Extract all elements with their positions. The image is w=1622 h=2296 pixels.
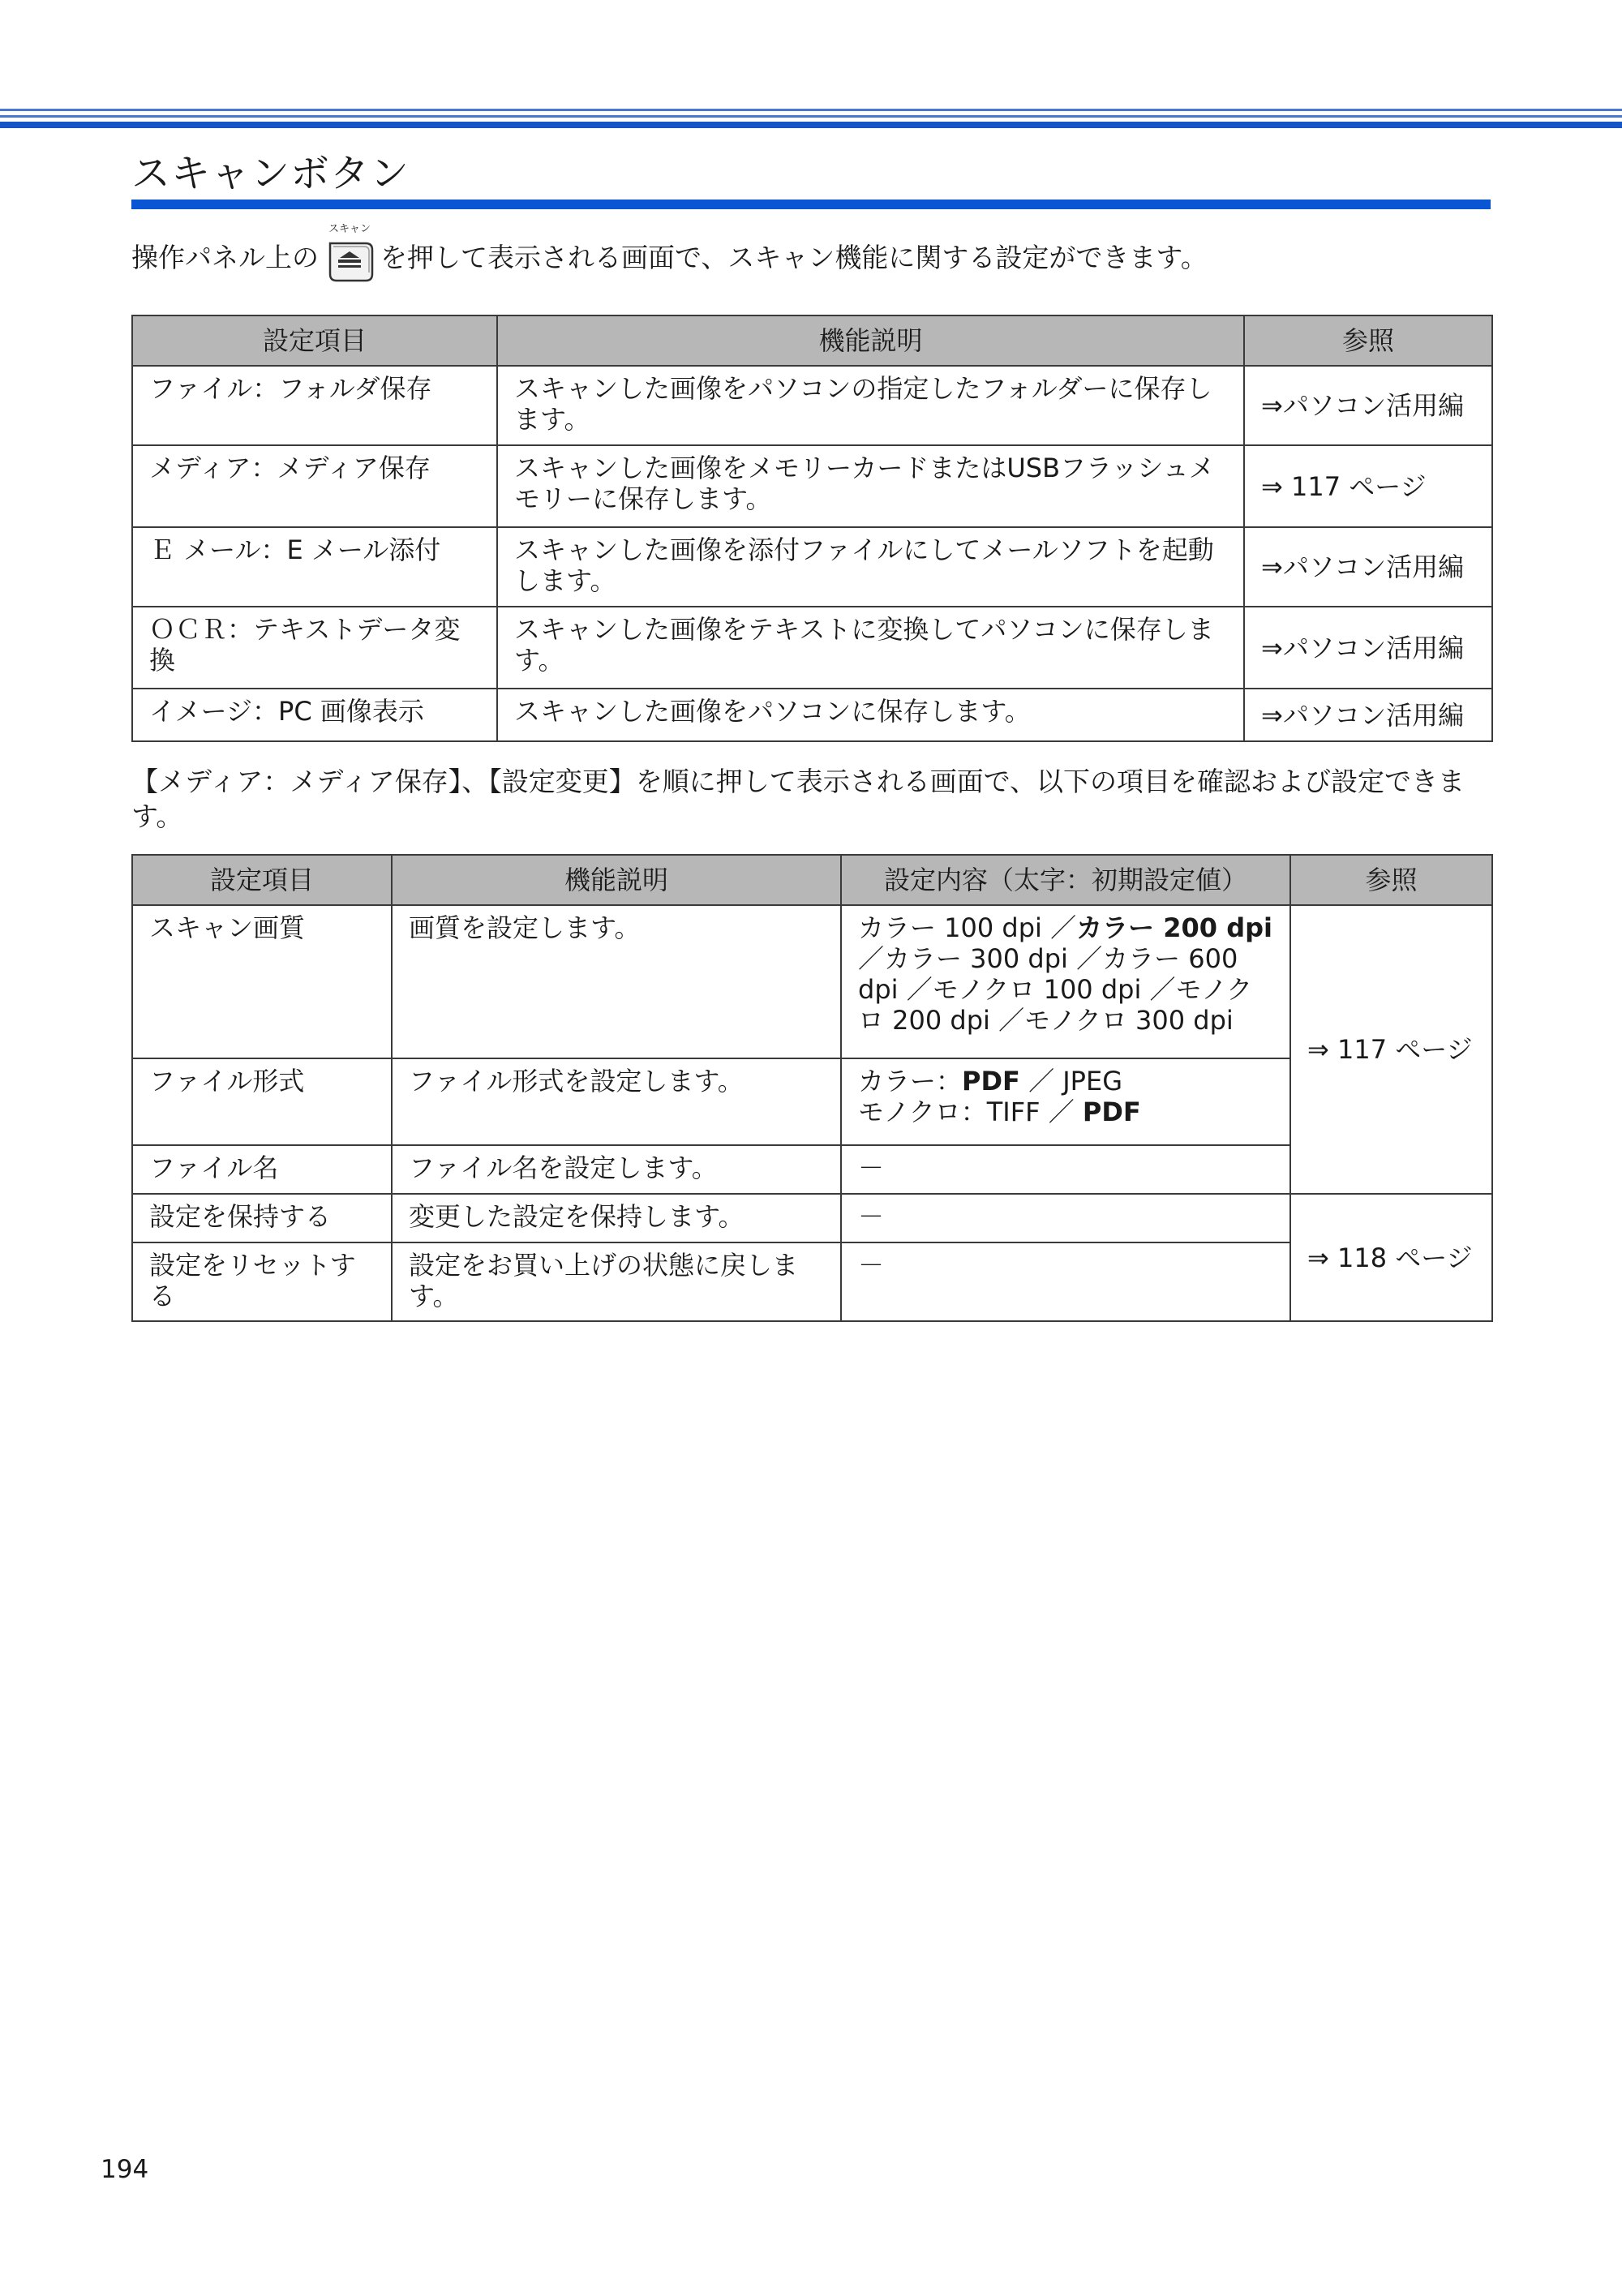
reference: ⇒ 117 ページ <box>1244 445 1492 527</box>
function-description: 画質を設定します。 <box>392 905 841 1058</box>
column-header: 設定項目 <box>132 315 497 366</box>
setting-item: ファイル形式 <box>132 1058 392 1145</box>
value-option: ／ JPEG <box>1019 1066 1122 1097</box>
value-option: ／カラー 300 dpi ／カラー 600 dpi ／モノクロ 100 dpi ／モノクロ 200 dpi ／モノクロ 300 dpi <box>858 943 1253 1036</box>
media-save-settings-table <box>131 854 1493 1322</box>
header-rule-thick <box>0 122 1622 128</box>
column-header: 参照 <box>1244 315 1492 366</box>
table-row <box>132 1194 1492 1242</box>
column-header: 設定項目 <box>132 855 392 905</box>
media-settings-paragraph: 【メディア：メディア保存】、【設定変更】を順に押して表示される画面で、以下の項目を確認および設定できます。 <box>131 766 1465 832</box>
intro-text <box>131 223 1208 284</box>
function-description: スキャンした画像をパソコンに保存します。 <box>497 689 1244 741</box>
setting-item: 設定をリセットする <box>132 1242 392 1321</box>
column-header: 参照 <box>1290 855 1492 905</box>
scan-key-icon <box>322 223 377 284</box>
table-row <box>132 905 1492 1058</box>
value-option: モノクロ：TIFF ／ <box>858 1097 1083 1127</box>
function-description: ファイル形式を設定します。 <box>392 1058 841 1145</box>
header-rule-thin-2 <box>0 115 1622 118</box>
page-number: 194 <box>101 2155 149 2184</box>
function-description: ファイル名を設定します。 <box>392 1145 841 1194</box>
reference: ⇒パソコン活用編 <box>1244 366 1492 445</box>
value-line <box>858 1097 1273 1127</box>
intro-text-after: を押して表示される画面で、スキャン機能に関する設定ができます。 <box>380 241 1208 273</box>
page-title: スキャンボタン <box>131 151 410 196</box>
setting-item: ＯＣＲ：テキストデータ変換 <box>132 607 497 689</box>
scan-button-settings-table <box>131 315 1493 742</box>
header-rule-thin-1 <box>0 109 1622 111</box>
column-header: 機能説明 <box>497 315 1244 366</box>
setting-item: ファイル名 <box>132 1145 392 1194</box>
function-description: スキャンした画像をテキストに変換してパソコンに保存します。 <box>497 607 1244 689</box>
setting-values <box>841 905 1290 1058</box>
setting-values: － <box>841 1145 1290 1194</box>
value-option: カラー 100 dpi ／ <box>858 912 1077 943</box>
title-underline <box>131 200 1491 209</box>
function-description: スキャンした画像をパソコンの指定したフォルダーに保存します。 <box>497 366 1244 445</box>
function-description: スキャンした画像をメモリーカードまたはUSBフラッシュメモリーに保存します。 <box>497 445 1244 527</box>
setting-item: ファイル：フォルダ保存 <box>132 366 497 445</box>
function-description: スキャンした画像を添付ファイルにしてメールソフトを起動します。 <box>497 527 1244 607</box>
setting-values: － <box>841 1194 1290 1242</box>
reference: ⇒ 117 ページ <box>1290 905 1492 1194</box>
column-header: 設定内容（太字：初期設定値） <box>841 855 1290 905</box>
table-row <box>132 445 1492 527</box>
function-description: 変更した設定を保持します。 <box>392 1194 841 1242</box>
setting-item: スキャン画質 <box>132 905 392 1058</box>
table-row <box>132 366 1492 445</box>
table-row <box>132 689 1492 741</box>
default-value: カラー 200 dpi <box>1076 912 1272 943</box>
reference: ⇒パソコン活用編 <box>1244 527 1492 607</box>
intro-text-before: 操作パネル上の <box>131 241 319 273</box>
setting-item: 設定を保持する <box>132 1194 392 1242</box>
value-line <box>858 1066 1273 1097</box>
function-description: 設定をお買い上げの状態に戻します。 <box>392 1242 841 1321</box>
table-row <box>132 607 1492 689</box>
setting-item: メディア：メディア保存 <box>132 445 497 527</box>
table-header-row <box>132 855 1492 905</box>
value-option: カラー： <box>858 1066 963 1097</box>
scan-key-caption: スキャン <box>328 223 371 235</box>
reference: ⇒ 118 ページ <box>1290 1194 1492 1321</box>
column-header: 機能説明 <box>392 855 841 905</box>
scanner-icon <box>325 238 375 282</box>
table-row <box>132 1058 1492 1145</box>
setting-values <box>841 1058 1290 1145</box>
setting-item: Ｅ メール：E メール添付 <box>132 527 497 607</box>
setting-item: イメージ：PC 画像表示 <box>132 689 497 741</box>
default-value: PDF <box>962 1066 1020 1097</box>
header-rules <box>0 109 1622 131</box>
table-row <box>132 1145 1492 1194</box>
table-row <box>132 1242 1492 1321</box>
setting-values: － <box>841 1242 1290 1321</box>
default-value: PDF <box>1082 1097 1141 1127</box>
table-header-row <box>132 315 1492 366</box>
table-row <box>132 527 1492 607</box>
reference: ⇒パソコン活用編 <box>1244 689 1492 741</box>
reference: ⇒パソコン活用編 <box>1244 607 1492 689</box>
